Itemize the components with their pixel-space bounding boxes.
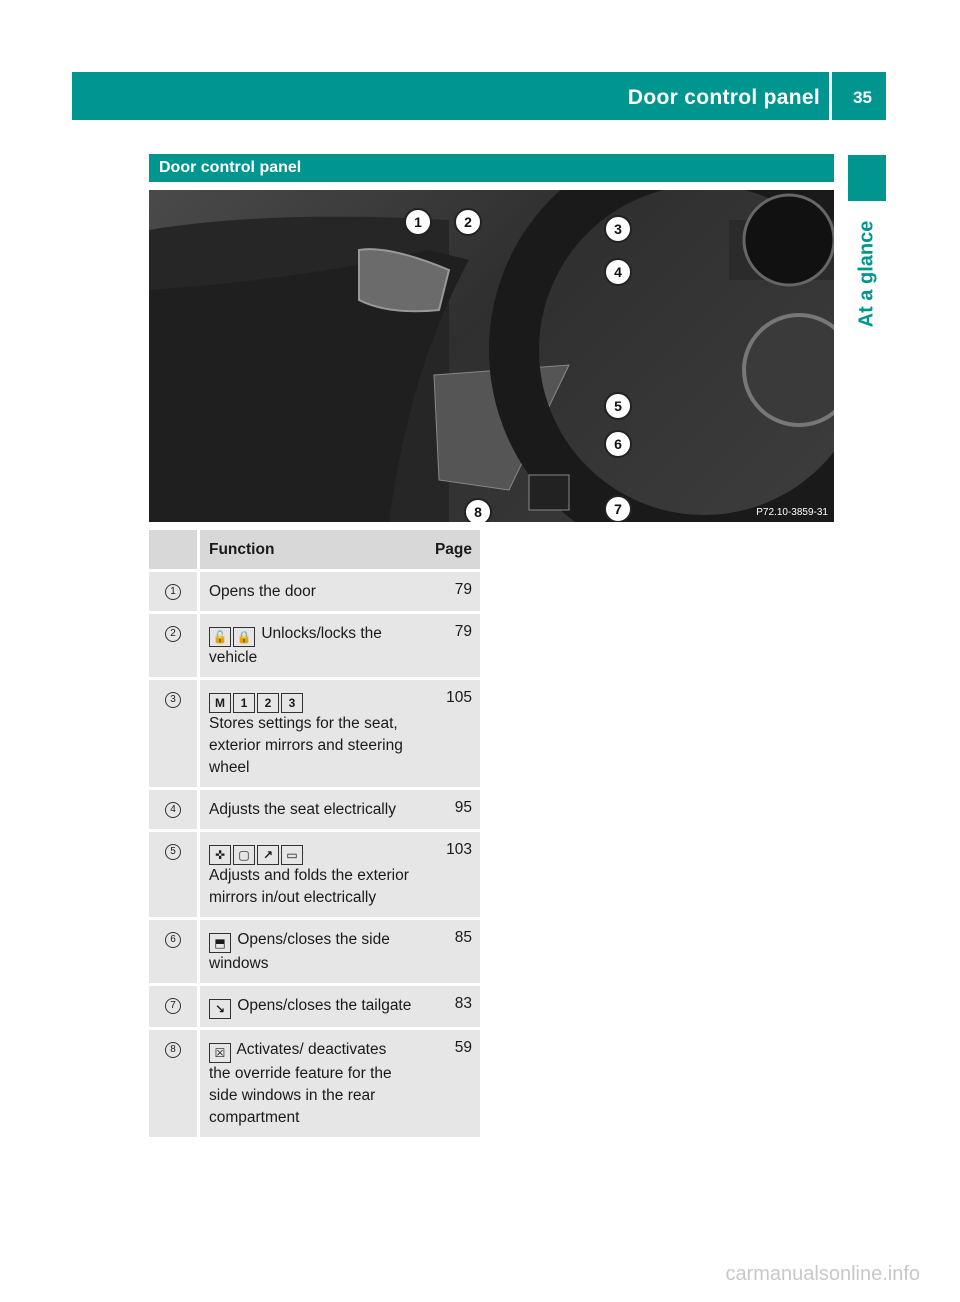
memory-key-1-icon: 1 [233, 693, 255, 713]
function-text: Opens/closes the tailgate [237, 997, 412, 1014]
row-number-cell [149, 832, 200, 920]
function-text: Adjusts the seat electrically [209, 801, 396, 818]
door-panel-photo [149, 190, 834, 522]
row-number: 5 [165, 844, 181, 860]
mirror-adjust-icon: ✜ [209, 845, 231, 865]
function-text: Adjusts and folds the exterior mirrors in/out electrically [209, 867, 409, 906]
header-page: Page [418, 530, 480, 572]
table-row [149, 572, 480, 614]
page-reference: 95 [418, 790, 480, 832]
row-number: 6 [165, 932, 181, 948]
function-cell [200, 920, 418, 986]
table-row [149, 832, 480, 920]
callout-8: 8 [464, 498, 492, 522]
header-divider [829, 72, 832, 120]
row-number: 7 [165, 998, 181, 1014]
callout-1: 1 [404, 208, 432, 236]
callout-3: 3 [604, 215, 632, 243]
memory-key-2-icon: 2 [257, 693, 279, 713]
callout-2: 2 [454, 208, 482, 236]
row-number: 1 [165, 584, 181, 600]
function-cell [200, 1030, 418, 1140]
callout-5: 5 [604, 392, 632, 420]
header-title: Door control panel [627, 86, 820, 109]
page-reference: 85 [418, 920, 480, 986]
function-text: Unlocks/locks the vehicle [209, 625, 382, 666]
row-number: 2 [165, 626, 181, 642]
tailgate-icon: ↘ [209, 999, 231, 1019]
table-row [149, 614, 480, 680]
door-panel-illustration [149, 190, 834, 522]
memory-key-3-icon: 3 [281, 693, 303, 713]
watermark: carmanualsonline.info [725, 1263, 920, 1285]
row-number: 3 [165, 692, 181, 708]
function-text: Activates/ deactivates the override feature for the side windows in the rear compartment [209, 1041, 392, 1126]
function-cell [200, 614, 418, 680]
page-reference: 83 [418, 986, 480, 1030]
fold-mirror-icon: ▭ [281, 845, 303, 865]
header-function: Function [200, 530, 418, 572]
page-number: 35 [853, 88, 872, 107]
row-number-cell [149, 986, 200, 1030]
left-mirror-icon: ▢ [233, 845, 255, 865]
row-number-cell [149, 572, 200, 614]
page-header [72, 72, 886, 120]
function-text: Stores settings for the seat, exterior mirrors and steering wheel [209, 715, 403, 776]
table-row [149, 986, 480, 1030]
row-number: 4 [165, 802, 181, 818]
table-row [149, 680, 480, 790]
function-cell [200, 572, 418, 614]
row-number-cell [149, 680, 200, 790]
lock-icon: 🔒 [233, 627, 255, 647]
window-icon: ⬒ [209, 933, 231, 953]
memory-key-m-icon: M [209, 693, 231, 713]
override-icon: ☒ [209, 1043, 231, 1063]
page-reference: 103 [418, 832, 480, 920]
row-number-cell [149, 790, 200, 832]
page-reference: 79 [418, 614, 480, 680]
callout-7: 7 [604, 495, 632, 522]
row-number: 8 [165, 1042, 181, 1058]
unlock-icon: 🔓 [209, 627, 231, 647]
row-number-cell [149, 1030, 200, 1140]
function-text: Opens/closes the side windows [209, 931, 390, 972]
header-num-cell [149, 530, 200, 572]
side-tab-text: At a glance [855, 220, 878, 328]
row-number-cell [149, 614, 200, 680]
figure-code: P72.10-3859-31 [756, 507, 828, 518]
function-cell [200, 986, 418, 1030]
table-row [149, 920, 480, 986]
row-number-cell [149, 920, 200, 986]
table-row [149, 790, 480, 832]
function-cell [200, 832, 418, 920]
callout-6: 6 [604, 430, 632, 458]
callout-4: 4 [604, 258, 632, 286]
table-header-row [149, 530, 480, 572]
page-reference: 105 [418, 680, 480, 790]
table-row [149, 1030, 480, 1140]
function-cell [200, 790, 418, 832]
right-mirror-icon: ↗ [257, 845, 279, 865]
function-table [149, 530, 480, 1140]
function-text: Opens the door [209, 583, 316, 600]
page-reference: 59 [418, 1030, 480, 1140]
page-reference: 79 [418, 572, 480, 614]
section-title: Door control panel [159, 159, 302, 176]
function-cell [200, 680, 418, 790]
side-tab [848, 155, 886, 201]
section-heading [149, 154, 834, 182]
side-tab-label [844, 212, 890, 336]
